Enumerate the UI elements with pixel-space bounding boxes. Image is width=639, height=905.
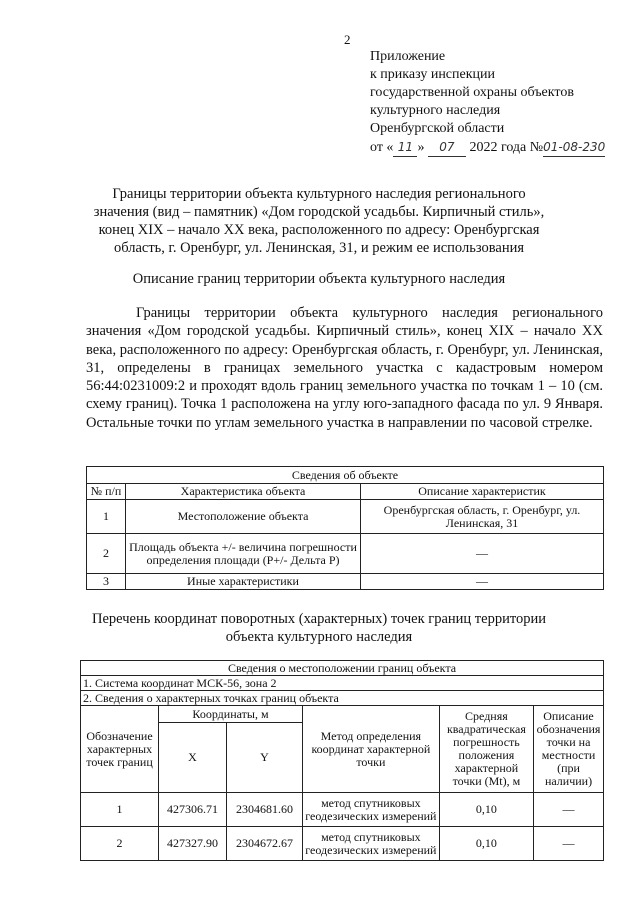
table-row <box>81 827 604 861</box>
point-description: — <box>534 827 604 861</box>
point-x: 427306.71 <box>159 793 227 827</box>
appendix-line: к приказу инспекции <box>370 67 496 82</box>
coordinates-table <box>80 660 604 861</box>
coord-system: 1. Система координат МСК-56, зона 2 <box>81 676 604 691</box>
header-description: Описание характеристик <box>361 484 604 500</box>
row-num: 1 <box>87 500 126 534</box>
appendix-line: государственной охраны объектов <box>370 85 574 100</box>
order-year: 2022 года № <box>469 140 544 155</box>
point-number: 1 <box>81 793 159 827</box>
point-x: 427327.90 <box>159 827 227 861</box>
row-desc: — <box>361 574 604 590</box>
point-method: метод спутниковых геодезических измерений <box>302 827 439 861</box>
header-accuracy: Средняя квадратическая погрешность положения характерной точки (Mt), м <box>439 706 533 793</box>
table-row <box>87 500 604 534</box>
point-accuracy: 0,10 <box>439 793 533 827</box>
page-number: 2 <box>344 32 351 47</box>
header-num: № п/п <box>87 484 126 500</box>
header-point-description: Описание обозначения точки на местности (при наличии) <box>534 706 604 793</box>
appendix-line: Приложение <box>370 49 446 64</box>
header-characteristic: Характеристика объекта <box>126 484 361 500</box>
appendix-header <box>370 48 605 157</box>
table-row <box>87 534 604 574</box>
order-number: 01-08-230 <box>543 138 605 157</box>
appendix-date-line <box>370 138 605 157</box>
coord-table-caption: Сведения о местоположении границ объекта <box>81 661 604 676</box>
object-table-caption: Сведения об объекте <box>87 467 604 484</box>
row-name: Площадь объекта +/- величина погрешности определения площади (Р+/- Дельта Р) <box>126 534 361 574</box>
row-desc: Оренбургская область, г. Оренбург, ул. Ленинская, 31 <box>361 500 604 534</box>
date-prefix: от « <box>370 140 394 155</box>
row-desc: — <box>361 534 604 574</box>
boundary-description: Границы территории объекта культурного наследия регионального значения «Дом городской усадьбы. Кирпичный стиль», конец XIX – начало XX века, расположенного по адресу: Оренбургская область, г. Оренбург, ул. Ленинская, 31, определены в границах земельного участка с кадастровым номером 56:44:0231009:2 и проходят вдоль границ земельного участка по точкам 1 – 10 (см. схему границ). Точка 1 расположена на углу юго-западного фасада по ул. 9 Января. Остальные точки по углам земельного участка в направлении по часовой стрелке. <box>86 305 603 431</box>
row-num: 2 <box>87 534 126 574</box>
document-title: Границы территории объекта культурного наследия регионального значения (вид – памятник) «Дом городской усадьбы. Кирпичный стиль», конец XIX – начало XX века, расположенного по адресу: Оренбургская область, г. Оренбург, ул. Ленинская, 31, и режим ее использования <box>93 186 545 256</box>
points-caption: 2. Сведения о характерных точках границ объекта <box>81 691 604 706</box>
appendix-line: Оренбургской области <box>370 121 505 136</box>
object-info-table <box>86 466 604 590</box>
row-name: Местоположение объекта <box>126 500 361 534</box>
header-y: Y <box>226 723 302 793</box>
header-x: X <box>159 723 227 793</box>
row-num: 3 <box>87 574 126 590</box>
table-row <box>87 574 604 590</box>
point-y: 2304681.60 <box>226 793 302 827</box>
point-description: — <box>534 793 604 827</box>
order-month: 07 <box>428 138 466 157</box>
order-day: 11 <box>393 138 417 157</box>
point-y: 2304672.67 <box>226 827 302 861</box>
date-mid: » <box>417 140 425 155</box>
section-subtitle: Описание границ территории объекта культурного наследия <box>132 271 506 287</box>
header-designation: Обозначение характерных точек границ <box>81 706 159 793</box>
point-accuracy: 0,10 <box>439 827 533 861</box>
point-method: метод спутниковых геодезических измерений <box>302 793 439 827</box>
row-name: Иные характеристики <box>126 574 361 590</box>
header-method: Метод определения координат характерной точки <box>302 706 439 793</box>
point-number: 2 <box>81 827 159 861</box>
header-coords: Координаты, м <box>159 706 303 723</box>
appendix-line: культурного наследия <box>370 103 501 118</box>
coordinates-list-title: Перечень координат поворотных (характерных) точек границ территории объекта культурного наследия <box>91 611 547 645</box>
table-row <box>81 793 604 827</box>
